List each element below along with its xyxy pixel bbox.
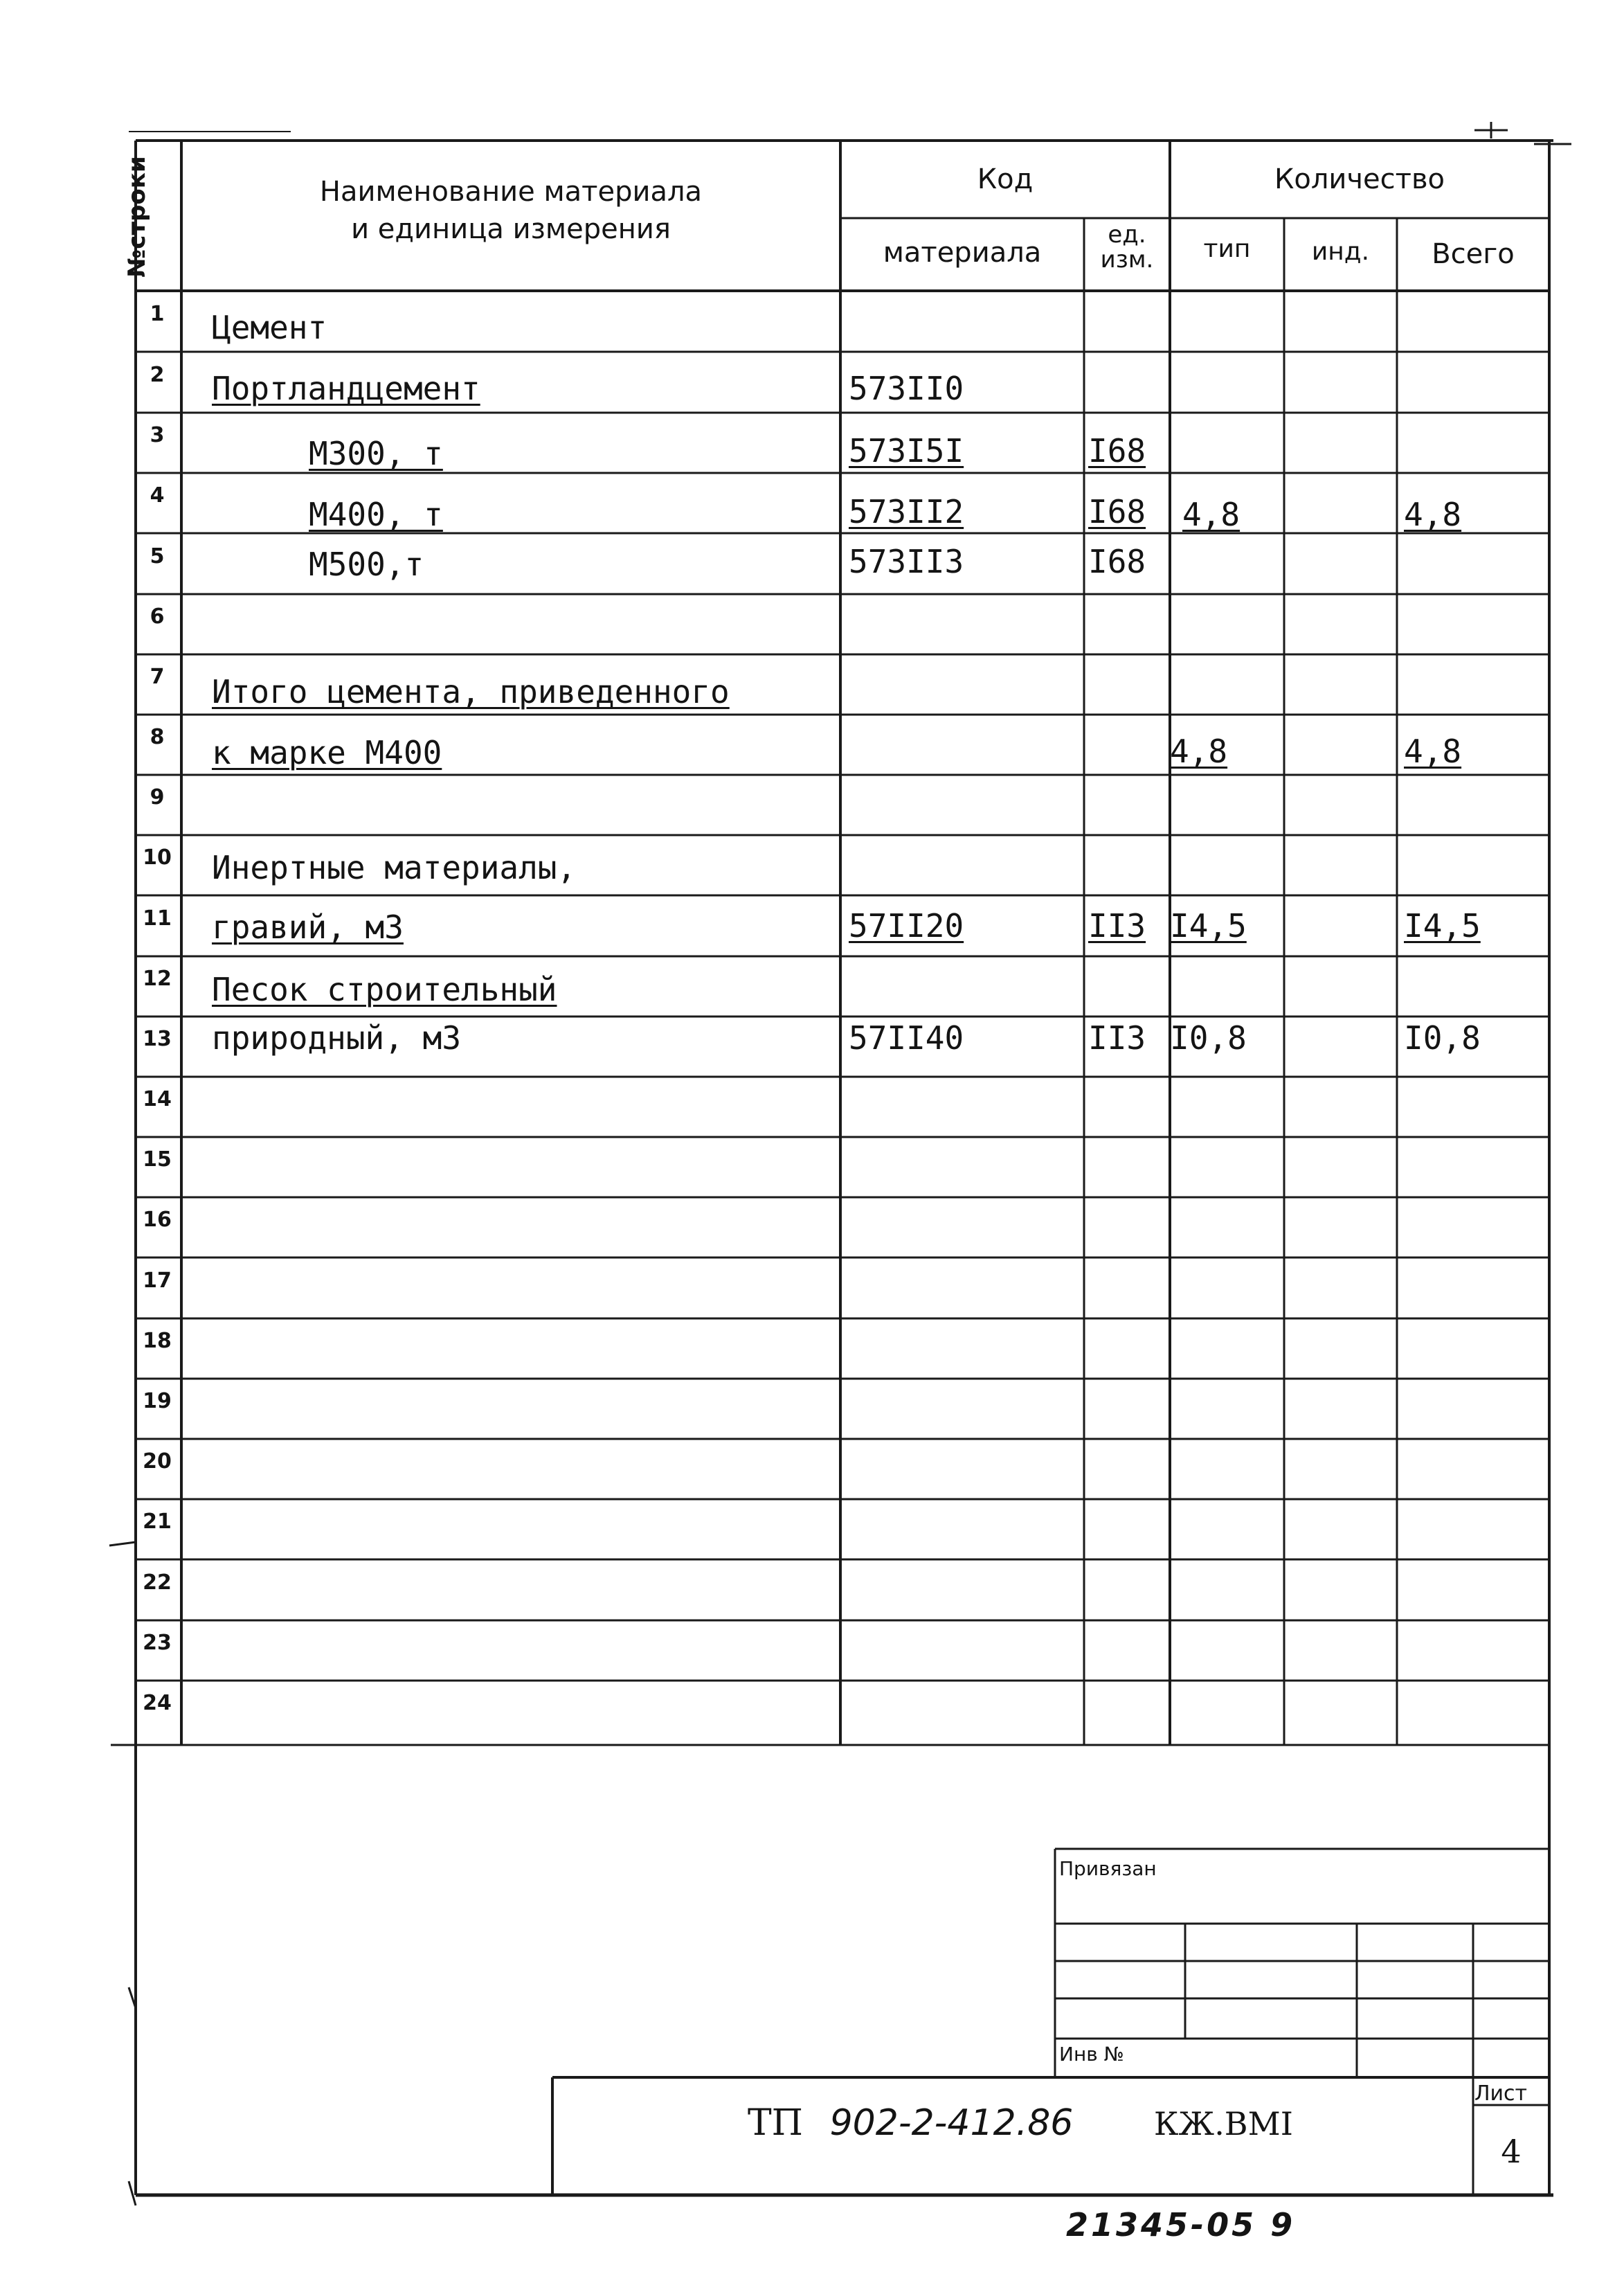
material-name-cell: M500,т [309,546,424,583]
qty-type-cell: I0,8 [1170,1019,1247,1057]
name-header-line2: и единица измерения [351,213,671,245]
material-name-cell: M300, т [309,435,443,472]
qty-total-cell: 4,8 [1404,496,1462,533]
material-name-cell: Портландцемент [212,370,480,407]
material-name-cell: Цемент [212,309,327,346]
qty-total-cell: I0,8 [1404,1019,1481,1057]
row-number: 13 [143,1027,172,1051]
document-suffix: КЖ.ВМI [1153,2105,1293,2142]
qty-ind-header: инд. [1311,238,1370,266]
row-number: 5 [150,544,165,568]
row-number: 9 [150,785,165,809]
name-header [181,173,840,248]
row-number: 22 [143,1570,172,1595]
material-code-cell: 573II2 [849,493,964,530]
inventory-number-label: Инв № [1059,2043,1124,2066]
qty-total-cell: 4,8 [1404,733,1462,770]
row-number: 11 [143,906,172,931]
row-number: 12 [143,967,172,991]
row-number: 24 [143,1691,172,1715]
qty-type-cell: 4,8 [1170,733,1228,770]
row-number: 14 [143,1087,172,1111]
bound-label: Привязан [1059,1857,1157,1880]
material-name-cell: Итого цемента, приведенного [212,673,730,710]
material-name-cell: M400, т [309,496,443,533]
row-number: 19 [143,1389,172,1413]
code-unit-header-line1: ед. [1108,221,1146,249]
unit-code-cell: II3 [1088,907,1146,944]
row-number: 17 [143,1269,172,1293]
material-code-cell: 573II0 [849,370,964,407]
document-code [748,2102,1293,2144]
row-number: 10 [143,845,172,870]
row-number: 20 [143,1449,172,1474]
material-code-cell: 57II40 [849,1019,964,1057]
material-name-cell: гравий, м3 [212,908,404,946]
row-number: 7 [150,665,165,689]
material-name-cell: природный, м3 [212,1019,462,1057]
material-name-cell: Инертные материалы, [212,849,577,886]
material-name-cell: к марке M400 [212,734,442,771]
row-number: 21 [143,1510,172,1534]
row-number: 8 [150,725,165,749]
unit-code-cell: I68 [1088,543,1146,580]
qty-type-header: тип [1203,235,1251,263]
archive-number-note: 21345-05 9 [1066,2206,1296,2244]
material-code-cell: 573I5I [849,432,964,469]
quantity-header: Количество [1274,163,1445,195]
material-name-cell: Песок строительный [212,971,557,1008]
material-code-cell: 57II20 [849,907,964,944]
row-number: 18 [143,1329,172,1353]
code-unit-header-line2: изм. [1100,245,1154,274]
code-material-header: материала [883,237,1042,269]
row-number: 4 [150,483,165,508]
name-header-line1: Наименование материала [319,176,703,208]
row-number: 2 [150,363,165,387]
sheet-label: Лист [1474,2081,1528,2106]
unit-code-cell: I68 [1088,432,1146,469]
row-number: 1 [150,302,165,326]
material-code-cell: 573II3 [849,543,964,580]
qty-total-header: Всего [1432,238,1515,270]
row-number: 23 [143,1631,172,1655]
qty-type-cell: I4,5 [1170,907,1247,944]
code-unit-header [1084,223,1170,272]
qty-total-cell: I4,5 [1404,907,1481,944]
row-number-header: №строки [123,156,151,278]
row-number: 6 [150,605,165,629]
row-number: 15 [143,1147,172,1172]
unit-code-cell: II3 [1088,1019,1146,1057]
code-header: Код [977,163,1034,195]
sheet-number: 4 [1501,2133,1522,2170]
unit-code-cell: I68 [1088,493,1146,530]
row-number: 3 [150,423,165,447]
qty-type-cell: 4,8 [1182,496,1240,533]
document-prefix: ТП [748,2102,804,2144]
document-number: 902-2-412.86 [829,2102,1074,2144]
row-number: 16 [143,1208,172,1232]
